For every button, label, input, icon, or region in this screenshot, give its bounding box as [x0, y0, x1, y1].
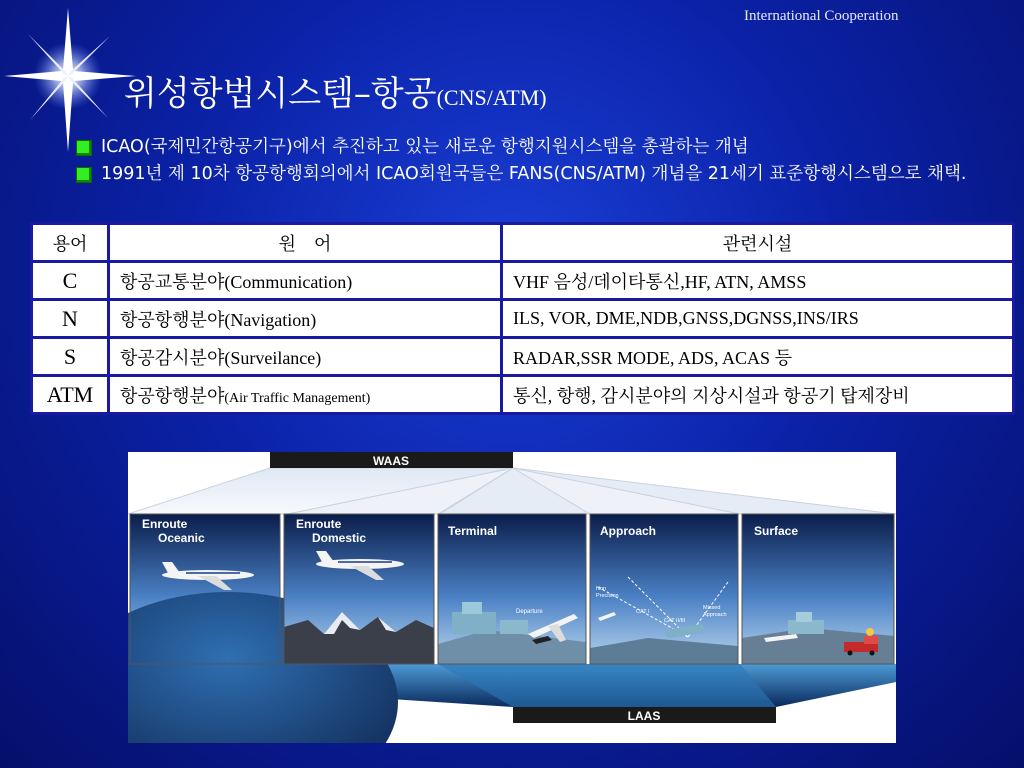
- cell-term: N: [32, 300, 109, 338]
- bullet-square-icon: [76, 167, 92, 183]
- panel-label: Domestic: [312, 531, 367, 545]
- cell-term: ATM: [32, 376, 109, 414]
- cell-origin: 항공항행분야(Navigation): [109, 300, 502, 338]
- title-main: 위성항법시스템–항공: [124, 74, 437, 114]
- table-row: [32, 338, 1014, 376]
- cell-facilities: 통신, 항행, 감시분야의 지상시설과 항공기 탑제장비: [502, 376, 1014, 414]
- annotation-precision: Precision: [596, 593, 619, 599]
- waas-label: WAAS: [373, 454, 409, 468]
- origin-prefix: 항공항행분야: [120, 385, 225, 406]
- header-facilities: 관련시설: [502, 224, 1014, 262]
- annotation-departure: Departure: [516, 609, 543, 615]
- annotation-non: Non: [596, 586, 607, 592]
- cell-facilities: RADAR,SSR MODE, ADS, ACAS 등: [502, 338, 1014, 376]
- cns-atm-table: [30, 222, 1015, 415]
- header-term: 용어: [32, 224, 109, 262]
- origin-suffix: (Air Traffic Management): [224, 390, 371, 406]
- table-row: [32, 262, 1014, 300]
- bullet-item: [76, 161, 996, 188]
- cns-atm-phases-figure: [128, 452, 896, 743]
- panel-label: Surface: [754, 524, 799, 538]
- annotation-missed: Missed: [703, 605, 721, 611]
- panel-label: Terminal: [448, 524, 498, 538]
- cell-facilities: ILS, VOR, DME,NDB,GNSS,DGNSS,INS/IRS: [502, 300, 1014, 338]
- table-row: [32, 300, 1014, 338]
- annotation-cat23: CAT II/III: [664, 618, 686, 624]
- laas-label: LAAS: [627, 709, 661, 723]
- panel-label: Oceanic: [158, 531, 205, 545]
- cell-origin: 항공감시분야(Surveilance): [109, 338, 502, 376]
- bullet-item: [76, 134, 996, 161]
- header-origin: 원 어: [109, 224, 502, 262]
- panel-label: Enroute: [296, 517, 342, 531]
- title-sub: (CNS/ATM): [436, 85, 547, 110]
- cell-term: S: [32, 338, 109, 376]
- cell-origin: 항공교통분야(Communication): [109, 262, 502, 300]
- bullet-text: 1991년 제 10차 항공항행회의에서 ICAO회원국들은 FANS(CNS/ATM) 개념을 21세기 표준항행시스템으로 채택.: [101, 164, 967, 184]
- panel-label: Enroute: [142, 517, 188, 531]
- cell-origin: [109, 376, 502, 414]
- cell-term: C: [32, 262, 109, 300]
- panel-label: Approach: [600, 524, 657, 538]
- annotation-approach: Approach: [703, 612, 727, 618]
- annotation-cat1: CAT I: [636, 609, 650, 615]
- table-row: [32, 376, 1014, 414]
- table-header-row: [32, 224, 1014, 262]
- page-title: [124, 66, 547, 115]
- bullet-text: ICAO(국제민간항공기구)에서 추진하고 있는 새로운 항행지원시스템을 총괄하는 개념: [101, 137, 749, 157]
- phases-illustration: [128, 452, 896, 743]
- bullet-list: [76, 134, 996, 188]
- header-label: International Cooperation: [744, 8, 899, 24]
- bullet-square-icon: [76, 140, 92, 156]
- cell-facilities: VHF 음성/데이타통신,HF, ATN, AMSS: [502, 262, 1014, 300]
